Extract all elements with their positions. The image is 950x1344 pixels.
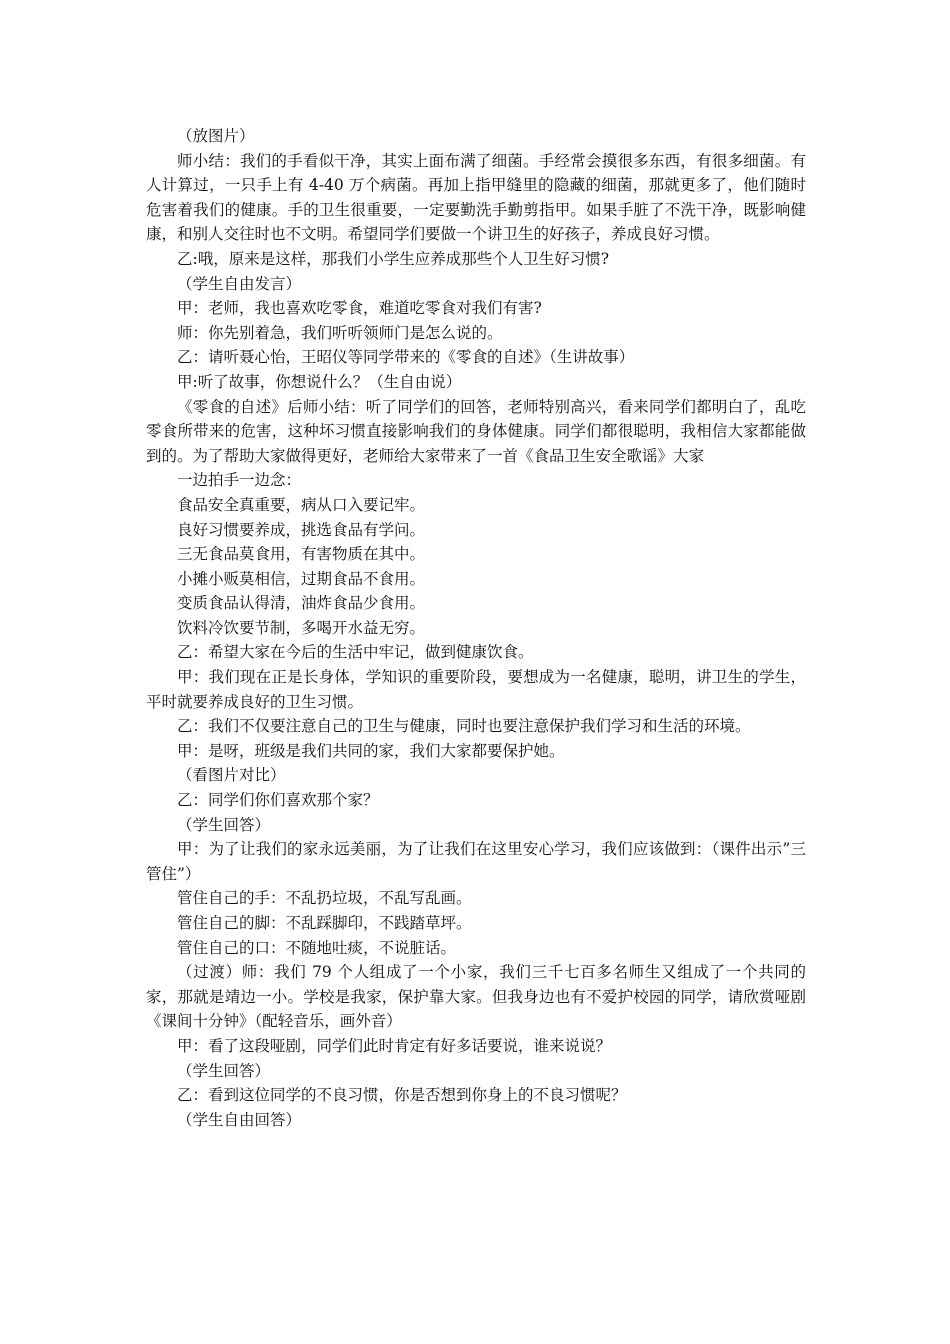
paragraph: 甲：我们现在正是长身体，学知识的重要阶段，要想成为一名健康，聪明，讲卫生的学生，平时就要养成良好的卫生习惯。	[146, 668, 806, 711]
poem-line: 小摊小贩莫相信，过期食品不食用。	[177, 569, 426, 588]
paragraph: 师小结：我们的手看似干净，其实上面布满了细菌。手经常会摸很多东西，有很多细菌。有人计算过，一只手上有 4-40 万个病菌。再加上指甲缝里的隐藏的细菌，那就更多了，他们随时危害着我们的健康。手的卫生很重要，一定要勤洗手勤剪指甲。如果手脏了不洗干净，既影响健康，和别人交往时也不文明。希望同学们要做一个讲卫生的好孩子，养成良好习惯。	[146, 151, 806, 244]
paragraph: 乙：同学们你们喜欢那个家？	[177, 791, 379, 810]
paragraph: （放图片）	[177, 127, 255, 145]
paragraph: 乙：看到这位同学的不良习惯，你是否想到你身上的不良习惯呢？	[177, 1086, 627, 1105]
poem-line: 变质食品认得清，油炸食品少食用。	[177, 594, 426, 613]
document-body	[146, 124, 806, 1132]
paragraph: （看图片对比）	[177, 766, 286, 785]
paragraph: 甲:听了故事，你想说什么？（生自由说）	[177, 372, 462, 391]
poem-line: 食品安全真重要，病从口入要记牢。	[177, 495, 426, 514]
paragraph: 《零食的自述》后师小结：听了同学们的回答，老师特别高兴，看来同学们都明白了，乱吃零食所带来的危害，这种坏习惯直接影响我们的身体健康。同学们都很聪明，我相信大家都能做到的。为了帮助大家做得更好，老师给大家带来了一首《食品卫生安全歌谣》大家	[146, 397, 806, 465]
rule-line: 管住自己的手：不乱扔垃圾，不乱写乱画。	[177, 889, 472, 908]
paragraph: 甲：是呀，班级是我们共同的家，我们大家都要保护她。	[177, 741, 565, 760]
paragraph: 乙:哦，原来是这样，那我们小学生应养成那些个人卫生好习惯?	[177, 249, 610, 268]
paragraph: 乙：我们不仅要注意自己的卫生与健康，同时也要注意保护我们学习和生活的环境。	[177, 717, 751, 736]
poem-line: 良好习惯要养成，挑选食品有学问。	[177, 520, 426, 539]
paragraph: （学生自由回答）	[177, 1110, 302, 1129]
paragraph: 甲：老师，我也喜欢吃零食，难道吃零食对我们有害?	[177, 299, 542, 318]
paragraph: 乙：希望大家在今后的生活中牢记，做到健康饮食。	[177, 643, 534, 662]
paragraph: （学生回答）	[177, 1061, 271, 1080]
paragraph: （学生回答）	[177, 815, 271, 834]
paragraph: 师：你先别着急，我们听听领师门是怎么说的。	[177, 323, 503, 342]
paragraph: 甲：为了让我们的家永远美丽，为了让我们在这里安心学习，我们应该做到：（课件出示”三管住”）	[146, 840, 806, 883]
rule-line: 管住自己的脚：不乱踩脚印，不践踏草坪。	[177, 914, 472, 932]
paragraph: 甲：看了这段哑剧，同学们此时肯定有好多话要说，谁来说说？	[177, 1036, 612, 1055]
paragraph: （过渡）师：我们 79 个人组成了一个小家，我们三千七百多名师生又组成了一个共同的家，那就是靖边一小。学校是我家，保护靠大家。但我身边也有不爱护校园的同学，请欣赏哑剧《课间十分钟》（配轻音乐，画外音）	[146, 963, 806, 1031]
paragraph: （学生自由发言）	[177, 274, 302, 293]
paragraph: 一边拍手一边念：	[177, 471, 302, 490]
paragraph: 乙：请听聂心怡，王昭仪等同学带来的《零食的自述》（生讲故事）	[177, 348, 635, 367]
poem-line: 三无食品莫食用，有害物质在其中。	[177, 545, 426, 564]
poem-line: 饮料冷饮要节制，多喝开水益无穷。	[177, 618, 426, 637]
rule-line: 管住自己的口：不随地吐痰，不说脏话。	[177, 938, 457, 957]
